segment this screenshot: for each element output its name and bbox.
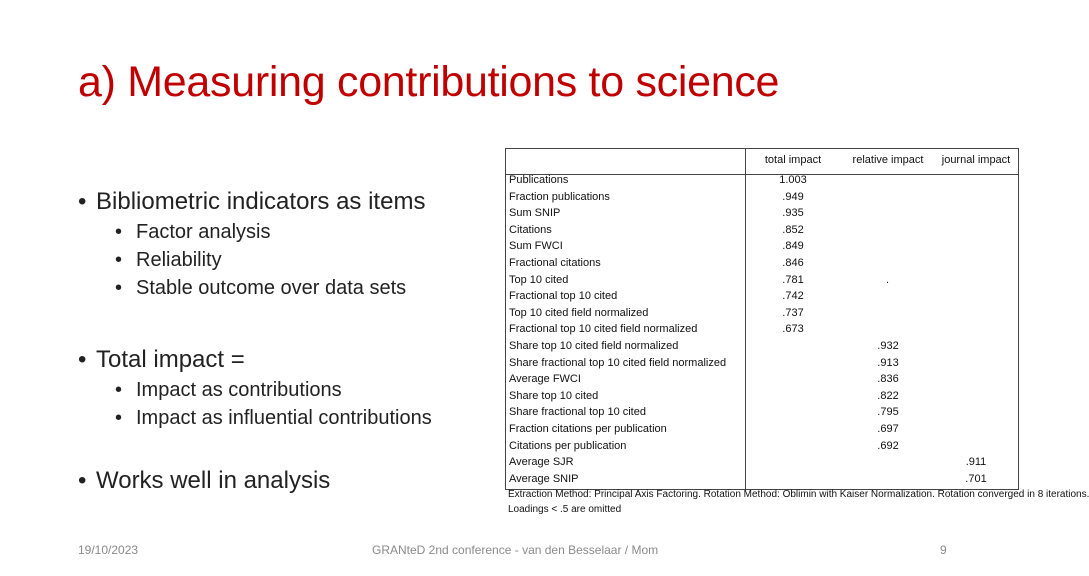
loading-relative: .697 [877, 423, 899, 435]
header-total-impact: total impact [764, 154, 822, 166]
loading-total: .846 [782, 257, 804, 269]
row-label: Share fractional top 10 cited [509, 406, 646, 419]
header-journal-impact: journal impact [941, 154, 1011, 166]
row-label: Fractional top 10 cited [509, 290, 618, 303]
loading-relative: .836 [877, 373, 899, 386]
table-footnote-loadings: Loadings < .5 are omitted [508, 504, 622, 515]
row-label: Fractional citations [509, 257, 601, 269]
loading-relative: .913 [877, 356, 899, 369]
row-label: Sum FWCI [509, 240, 563, 253]
loading-total: .935 [782, 207, 804, 220]
table-row [506, 423, 1018, 440]
row-label: Publications [509, 174, 569, 186]
sub-bullet-text: Reliability [136, 249, 222, 271]
table-row [506, 473, 1018, 490]
row-label: Average FWCI [509, 373, 581, 386]
bullet-item: • Bibliometric indicators as items [78, 188, 426, 215]
loading-journal: .911 [965, 456, 987, 469]
table-row [506, 240, 1018, 257]
bullet-item: • Total impact = [78, 346, 245, 373]
table-row [506, 274, 1018, 291]
header-relative-impact: relative impact [852, 154, 924, 166]
sub-bullet-text: Factor analysis [136, 221, 271, 243]
sub-bullet-item: • Reliability [115, 249, 222, 271]
table-footnote: Extraction Method: Principal Axis Factoring. Rotation Method: Oblimin with Kaiser Normalization. Rotation converged in 8 iterations. [508, 489, 1089, 500]
loading-relative: .692 [877, 439, 899, 452]
sub-bullet-item: • Factor analysis [115, 221, 271, 243]
loading-total: .742 [782, 290, 804, 303]
loading-relative: .932 [877, 340, 899, 352]
loading-relative: .822 [877, 389, 899, 402]
row-label: Fraction citations per publication [509, 423, 667, 435]
table-row [506, 174, 1018, 191]
table-row [506, 357, 1018, 374]
row-label: Share fractional top 10 cited field normalized [509, 356, 727, 369]
loading-total: 1.003 [779, 174, 807, 186]
row-label: Top 10 cited field normalized [509, 306, 649, 319]
loading-relative: .795 [877, 406, 899, 419]
sub-bullet-text: Impact as influential contributions [136, 407, 432, 429]
row-label: Share top 10 cited [509, 389, 599, 402]
sub-bullet-item: • Impact as contributions [115, 379, 342, 401]
row-label: Fraction publications [509, 190, 610, 203]
row-label: Average SNIP [509, 472, 579, 485]
loading-total: .949 [782, 190, 804, 203]
table-row [506, 191, 1018, 208]
footer-date: 19/10/2023 [78, 543, 139, 557]
row-label: Share top 10 cited field normalized [509, 340, 679, 352]
row-label: Top 10 cited [509, 273, 569, 286]
sub-bullet-item: • Stable outcome over data sets [115, 277, 407, 299]
loading-total: .737 [782, 306, 804, 319]
table-row [506, 207, 1018, 224]
footer-center-text: GRANteD 2nd conference - van den Besselaar / Mom [372, 543, 659, 557]
row-label: Average SJR [509, 456, 574, 469]
bullet-item: • Works well in analysis [78, 467, 331, 494]
loading-journal: .701 [965, 472, 987, 485]
table-row [506, 290, 1018, 307]
table-row [506, 406, 1018, 423]
table-row [506, 340, 1018, 357]
sub-bullet-text: Impact as contributions [136, 379, 342, 401]
bullet-text: Bibliometric indicators as items [96, 188, 426, 215]
sub-bullet-text: Stable outcome over data sets [136, 277, 407, 299]
loading-total: .781 [782, 273, 804, 286]
table-row [506, 440, 1018, 457]
table-header [506, 149, 1018, 175]
table-row [506, 390, 1018, 407]
table-row [506, 373, 1018, 390]
row-label: Citations per publication [509, 439, 627, 452]
bullet-text: Total impact = [96, 346, 245, 373]
sub-bullet-item: • Impact as influential contributions [115, 407, 432, 429]
slide-title: a) Measuring contributions to science [78, 58, 780, 106]
stray-mark: . [886, 274, 890, 286]
table-row [506, 307, 1018, 324]
loading-total: .673 [782, 323, 804, 336]
bullet-text: Works well in analysis [96, 467, 331, 494]
table-row [506, 224, 1018, 241]
table-row [506, 323, 1018, 340]
row-label: Sum SNIP [509, 207, 561, 220]
footer-page-number: 9 [940, 543, 947, 557]
table-row [506, 456, 1018, 473]
row-label: Citations [509, 223, 552, 236]
row-label: Fractional top 10 cited field normalized [509, 323, 698, 336]
table-row [506, 257, 1018, 274]
loading-total: .849 [782, 240, 804, 253]
factor-loadings-table [505, 148, 1019, 490]
loading-total: .852 [782, 223, 804, 236]
